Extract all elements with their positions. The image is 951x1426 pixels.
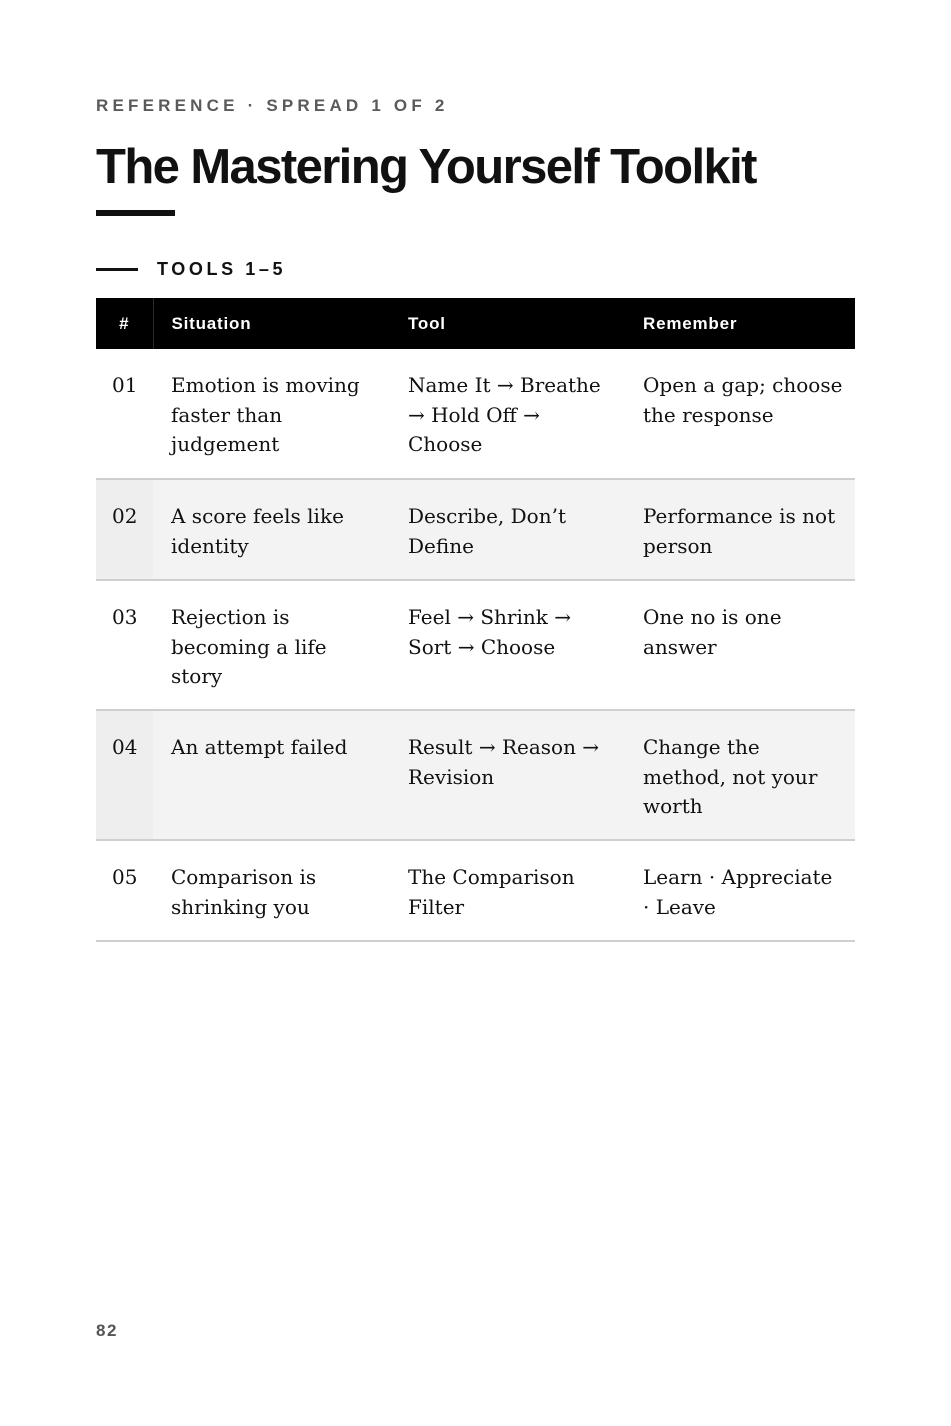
column-header-tool: Tool	[390, 298, 625, 349]
table-row	[96, 840, 855, 941]
row-number: 02	[96, 479, 153, 580]
remember-cell: One no is one answer	[625, 580, 855, 710]
situation-cell: Comparison is shrinking you	[153, 840, 390, 941]
title-underline	[96, 210, 175, 216]
table-row	[96, 349, 855, 479]
situation-cell: An attempt failed	[153, 710, 390, 840]
section-dash	[96, 268, 138, 271]
tool-cell: The Comparison Filter	[390, 840, 625, 941]
page-title: The Mastering Yourself Toolkit	[96, 140, 756, 194]
toolkit-table	[96, 298, 855, 942]
page-number: 82	[96, 1321, 118, 1340]
column-header-situation: Situation	[153, 298, 390, 349]
table-row	[96, 580, 855, 710]
remember-cell: Open a gap; choose the response	[625, 349, 855, 479]
tool-cell: Describe, Don’t Define	[390, 479, 625, 580]
row-number: 01	[96, 349, 153, 479]
remember-cell: Learn · Appreciate · Leave	[625, 840, 855, 941]
situation-cell: Rejection is becoming a life story	[153, 580, 390, 710]
table-row	[96, 710, 855, 840]
section-label: TOOLS 1–5	[157, 258, 287, 279]
column-header-number: #	[96, 298, 153, 349]
tool-cell: Name It → Breathe → Hold Off → Choose	[390, 349, 625, 479]
row-number: 03	[96, 580, 153, 710]
section-heading	[96, 257, 286, 281]
row-number: 04	[96, 710, 153, 840]
spread-kicker: REFERENCE · SPREAD 1 OF 2	[96, 96, 449, 115]
row-number: 05	[96, 840, 153, 941]
tool-cell: Result → Reason → Revision	[390, 710, 625, 840]
situation-cell: Emotion is moving faster than judgement	[153, 349, 390, 479]
book-page	[96, 0, 855, 1426]
table-header-row	[96, 298, 855, 349]
table-row	[96, 479, 855, 580]
column-header-remember: Remember	[625, 298, 855, 349]
tool-cell: Feel → Shrink → Sort → Choose	[390, 580, 625, 710]
situation-cell: A score feels like identity	[153, 479, 390, 580]
remember-cell: Performance is not person	[625, 479, 855, 580]
remember-cell: Change the method, not your worth	[625, 710, 855, 840]
